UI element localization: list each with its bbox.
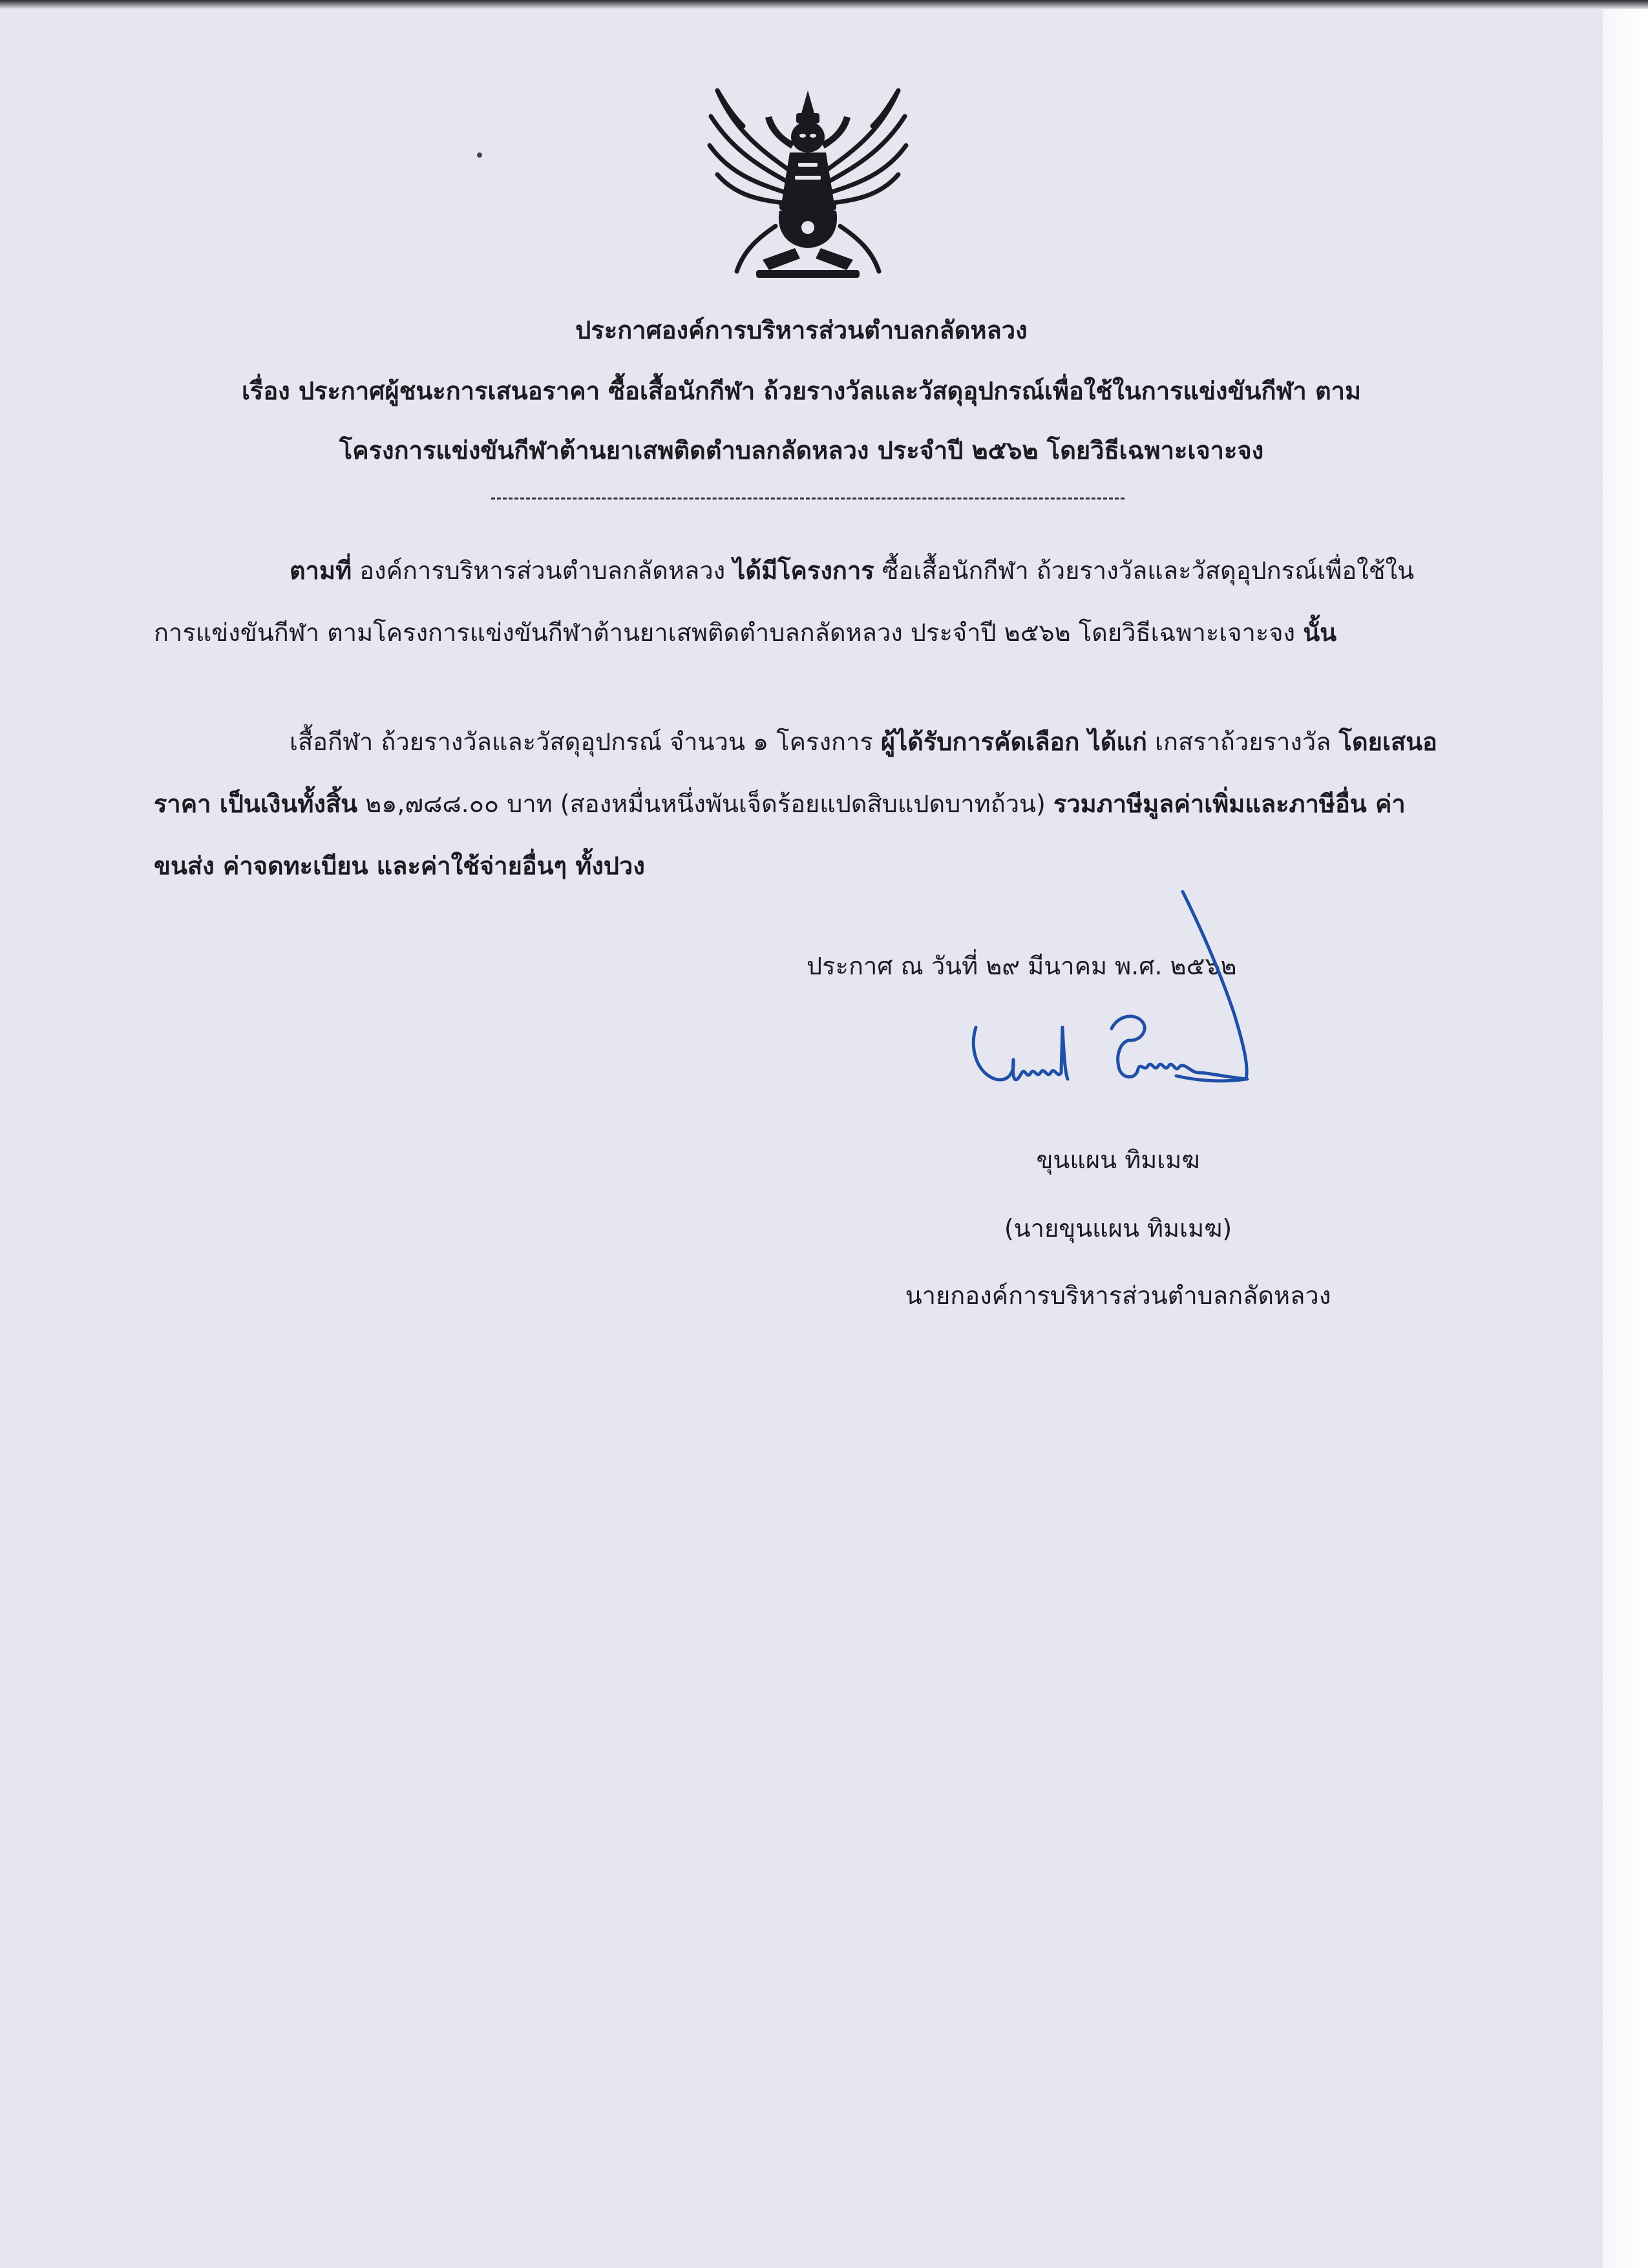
paragraph-text: ซื้อเสื้อนักกีฬา ถ้วยรางวัลและวัสดุอุปกรณ์เพื่อใช้ในการแข่งขันกีฬา ตามโครงการแข่งขันกีฬาต้านยาเสพติดตำบลกลัดหลวง ประจำปี ๒๕๖๒ โดยวิธีเฉพาะเจาะจง bbox=[154, 556, 1415, 647]
paragraph-emphasis: รวมภาษีมูลค่าเพิ่มและภาษีอื่น ค่าขนส่ง ค่าจดทะเบียน และค่าใช้จ่ายอื่นๆ ทั้งปวง bbox=[154, 790, 1406, 880]
paragraph-emphasis: โดยเสนอราคา เป็นเงินทั้งสิ้น bbox=[154, 728, 1437, 818]
paragraph-text: องค์การบริหารส่วนตำบลกลัดหลวง bbox=[352, 556, 734, 585]
paragraph-text: เกสราถ้วยรางวัล bbox=[1146, 728, 1339, 756]
dashed-divider bbox=[491, 498, 1125, 499]
scan-top-edge bbox=[0, 0, 1648, 9]
subject-line: เรื่อง ประกาศผู้ชนะการเสนอราคา ซื้อเสื้อนักกีฬา ถ้วยรางวัลและวัสดุอุปกรณ์เพื่อใช้ในการแข่งขันกีฬา ตาม bbox=[241, 377, 1362, 405]
paragraph-text: เสื้อกีฬา ถ้วยรางวัลและวัสดุอุปกรณ์ จำนวน ๑ โครงการ bbox=[290, 728, 881, 756]
paragraph-emphasis: ได้มีโครงการ bbox=[733, 556, 874, 585]
paragraph-emphasis: นั้น bbox=[1303, 618, 1337, 647]
handwritten-signature bbox=[950, 885, 1312, 1118]
page-edge bbox=[1603, 0, 1648, 2268]
announcement-date: ประกาศ ณ วันที่ ๒๙ มีนาคม พ.ศ. ๒๕๖๒ bbox=[807, 952, 1237, 980]
announcement-title: ประกาศองค์การบริหารส่วนตำบลกลัดหลวง bbox=[575, 316, 1028, 344]
signer-name: ขุนแผน ทิมเมฆ bbox=[1036, 1146, 1200, 1174]
garuda-emblem-icon bbox=[698, 78, 918, 291]
paragraph-lead: ตามที่ bbox=[290, 556, 352, 585]
paragraph-emphasis: ผู้ได้รับการคัดเลือก ได้แก่ bbox=[880, 728, 1147, 756]
paragraph-winner bbox=[154, 711, 1453, 897]
paragraph-text: ๒๑,๗๘๘.๐๐ บาท (สองหมื่นหนึ่งพันเจ็ดร้อยแปดสิบแปดบาทถ้วน) bbox=[357, 790, 1053, 818]
signer-full-name: (นายขุนแผน ทิมเมฆ) bbox=[1004, 1214, 1232, 1243]
subject-line-continued: โครงการแข่งขันกีฬาต้านยาเสพติดตำบลกลัดหลวง ประจำปี ๒๕๖๒ โดยวิธีเฉพาะเจาะจง bbox=[339, 436, 1264, 465]
signer-position: นายกองค์การบริหารส่วนตำบลกลัดหลวง bbox=[905, 1281, 1331, 1310]
scan-speck bbox=[477, 152, 482, 158]
paragraph-background bbox=[154, 540, 1453, 664]
